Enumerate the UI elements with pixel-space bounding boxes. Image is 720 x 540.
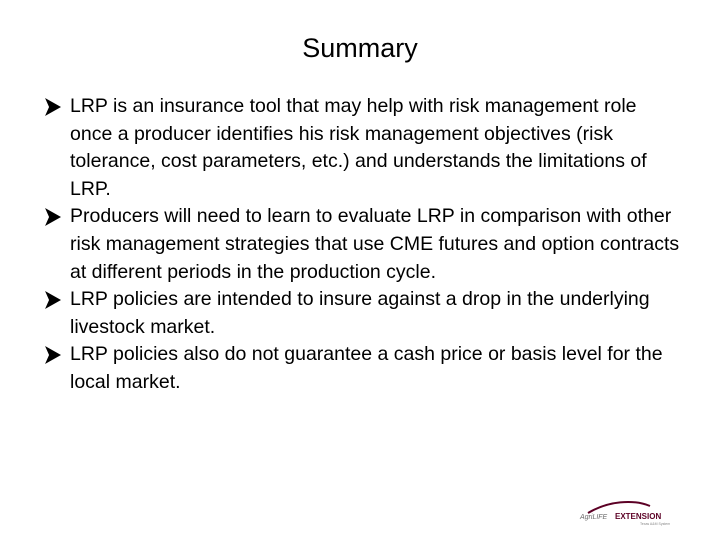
bullet-item <box>44 93 684 203</box>
bullet-text: LRP is an insurance tool that may help with risk management role once a producer identifies his risk management objectives (risk tolerance, cost parameters, etc.) and understands the limitations of LRP. <box>70 95 647 200</box>
logo-extension-text: EXTENSION <box>615 512 662 521</box>
arrowhead-bullet-icon <box>44 207 62 227</box>
bullet-item <box>44 341 684 396</box>
bullet-text: Producers will need to learn to evaluate LRP in comparison with other risk management strategies that use CME futures and option contracts at different periods in the production cycle. <box>70 205 680 283</box>
bullet-item <box>44 286 684 341</box>
bullet-item <box>44 203 684 286</box>
bullet-text: LRP policies also do not guarantee a cash price or basis level for the local market. <box>70 343 663 393</box>
arrowhead-bullet-icon <box>44 345 62 365</box>
arrowhead-bullet-icon <box>44 290 62 310</box>
bullet-text: LRP policies are intended to insure against a drop in the underlying livestock market. <box>70 288 650 338</box>
arrowhead-bullet-icon <box>44 97 62 117</box>
agrilife-extension-logo <box>578 498 674 526</box>
bullet-list <box>44 93 684 397</box>
logo-agrilife-text: AgriLIFE <box>580 514 608 521</box>
logo-subtext: Texas A&M System <box>640 522 671 526</box>
slide-title: Summary <box>302 33 418 63</box>
